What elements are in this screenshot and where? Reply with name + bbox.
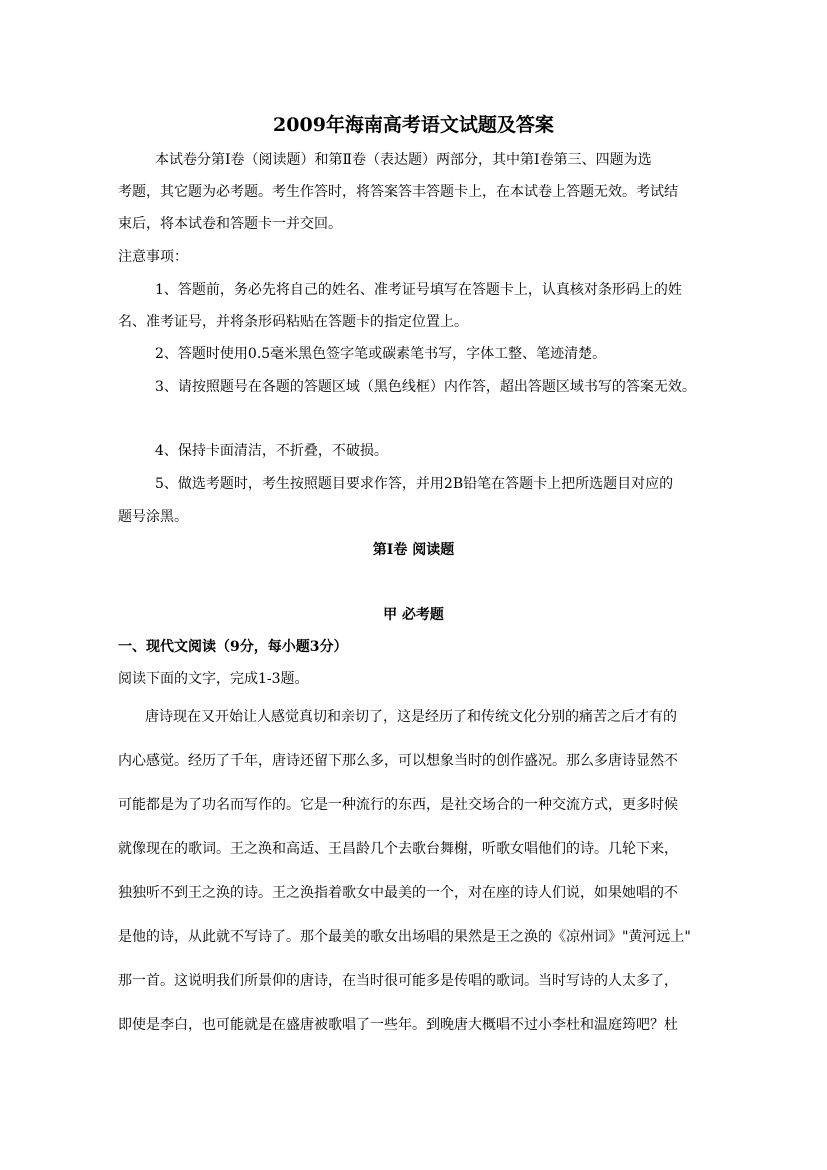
passage-line-6: 是他的诗，从此就不写诗了。那个最美的歌女出场唱的果然是王之涣的《凉州词》"黄河远上" bbox=[118, 929, 691, 945]
passage-line-5: 独独听不到王之涣的诗。王之涣指着歌女中最美的一个，对在座的诗人们说，如果她唱的不 bbox=[118, 885, 678, 901]
instruction: 阅读下面的文字，完成1-3题。 bbox=[118, 671, 309, 687]
note-5-line-1: 5、做选考题时，考生按照题目要求作答，并用2B铅笔在答题卡上把所选题目对应的 bbox=[155, 476, 674, 492]
page-title: 2009年海南高考语文试题及答案 bbox=[273, 114, 554, 136]
passage-line-3: 可能都是为了功名而写作的。它是一种流行的东西，是社交场合的一种交流方式，更多时候 bbox=[118, 797, 678, 813]
note-2: 2、答题时使用0.5毫米黑色签字笔或碳素笔书写，字体工整、笔迹清楚。 bbox=[155, 346, 607, 362]
passage-line-4: 就像现在的歌词。王之涣和高适、王昌龄几个去歌台舞榭，听歌女唱他们的诗。几轮下来， bbox=[118, 841, 678, 857]
note-5-line-2: 题号涂黑。 bbox=[118, 509, 188, 525]
passage-line-2: 内心感觉。经历了千年，唐诗还留下那么多，可以想象当时的创作盛况。那么多唐诗显然不 bbox=[118, 753, 678, 769]
note-3: 3、请按照题号在各题的答题区域（黑色线框）内作答，超出答题区域书写的答案无效。 bbox=[155, 379, 696, 395]
section-heading: 第Ⅰ卷 阅读题 bbox=[372, 542, 455, 558]
intro-line-2: 考题，其它题为必考题。考生作答时，将答案答丰答题卡上，在本试卷上答题无效。考试结 bbox=[118, 184, 678, 200]
notes-heading: 注意事项： bbox=[118, 249, 188, 265]
intro-line-3: 束后，将本试卷和答题卡一并交回。 bbox=[118, 216, 342, 232]
note-1-line-2: 名、准考证号，并将条形码粘贴在答题卡的指定位置上。 bbox=[118, 314, 468, 330]
note-4: 4、保持卡面清洁，不折叠，不破损。 bbox=[155, 443, 388, 459]
intro-line-1: 本试卷分第Ⅰ卷（阅读题）和第Ⅱ卷（表达题）两部分，其中第Ⅰ卷第三、四题为选 bbox=[155, 152, 652, 168]
question-heading: 一、现代文阅读（9分，每小题3分） bbox=[118, 639, 348, 655]
subsection-heading: 甲 必考题 bbox=[383, 607, 444, 623]
passage-line-8: 即使是李白，也可能就是在盛唐被歌唱了一些年。到晚唐大概唱不过小李杜和温庭筠吧？杜 bbox=[118, 1017, 678, 1033]
passage-line-7: 那一首。这说明我们所景仰的唐诗，在当时很可能多是传唱的歌词。当时写诗的人太多了， bbox=[118, 973, 678, 989]
passage-line-1: 唐诗现在又开始让人感觉真切和亲切了，这是经历了和传统文化分别的痛苦之后才有的 bbox=[145, 709, 677, 725]
note-1-line-1: 1、答题前，务必先将自己的姓名、准考证号填写在答题卡上，认真核对条形码上的姓 bbox=[155, 282, 682, 298]
